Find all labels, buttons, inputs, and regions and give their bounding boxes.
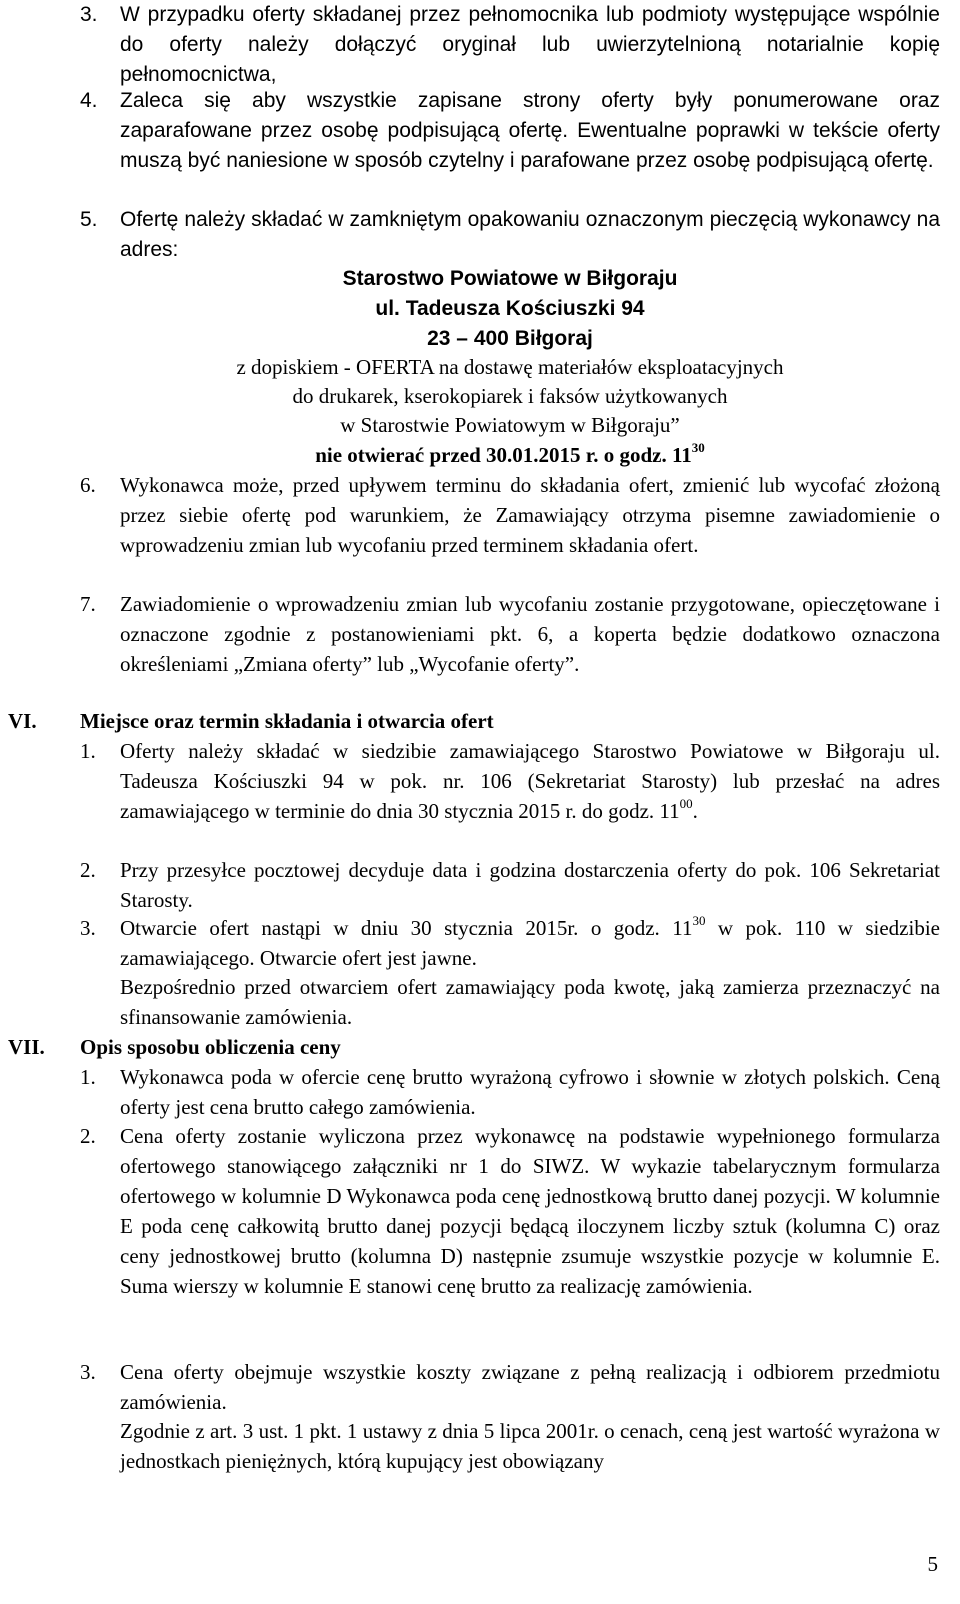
paragraph: Bezpośrednio przed otwarciem ofert zamawiający poda kwotę, jaką zamierza przeznaczyć na sfinansowanie zamówienia.: [120, 975, 940, 1029]
list-item: [80, 1062, 940, 1122]
section-title: Opis sposobu obliczenia ceny: [80, 1035, 341, 1059]
item-text-main: Otwarcie ofert nastąpi w dniu 30 stycznia 2015r. o godz. 11: [120, 916, 693, 940]
list-item: [80, 589, 940, 679]
list-item: [80, 855, 940, 915]
item-text: Cena oferty obejmuje wszystkie koszty związane z pełną realizacją i odbiorem przedmiotu zamówienia.: [120, 1360, 940, 1414]
item-number: 5.: [80, 208, 98, 231]
address-line-4: z dopiskiem - OFERTA na dostawę materiałów eksploatacyjnych: [236, 355, 784, 379]
item-text-tail: .: [692, 799, 698, 823]
address-line-3: 23 – 400 Biłgoraj: [427, 327, 593, 350]
item-sup: 00: [679, 796, 693, 811]
list-item: [80, 0, 940, 90]
address-line-6: w Starostwie Powiatowym w Biłgoraju”: [340, 413, 680, 437]
item-number: 2.: [80, 1124, 96, 1148]
section-title: Miejsce oraz termin składania i otwarcia ofert: [80, 709, 494, 733]
item-number: 4.: [80, 89, 98, 112]
item-text: Zawiadomienie o wprowadzeniu zmian lub wycofaniu zostanie przygotowane, opieczętowane i oznaczone zgodnie z postanowieniami pkt. 6, a koperta będzie dodatkowo oznaczona określeniami „Zmiana oferty” lub „Wycofanie oferty”.: [120, 592, 940, 676]
paragraph: Zgodnie z art. 3 ust. 1 pkt. 1 ustawy z dnia 5 lipca 2001r. o cenach, ceną jest wartość wyrażona w jednostkach pieniężnych, którą kupujący jest obowiązany: [120, 1419, 940, 1473]
address-line-1: Starostwo Powiatowe w Biłgoraju: [342, 267, 678, 290]
deadline-line: [80, 440, 940, 470]
section-number: VII.: [8, 1035, 45, 1059]
item-text: Ofertę należy składać w zamkniętym opakowaniu oznaczonym pieczęcią wykonawcy na adres:: [120, 208, 940, 261]
address-line-2: ul. Tadeusza Kościuszki 94: [375, 297, 645, 320]
item-number: 3.: [80, 1360, 96, 1384]
item-text: Wykonawca poda w ofercie cenę brutto wyrażoną cyfrowo i słownie w złotych polskich. Ceną oferty jest cena brutto całego zamówienia.: [120, 1065, 940, 1119]
item-text: W przypadku oferty składanej przez pełnomocnika lub podmioty występujące wspólnie do oferty należy dołączyć oryginał lub uwierzytelnioną notarialnie kopię pełnomocnictwa,: [120, 3, 940, 86]
item-text: [120, 736, 940, 826]
item-number: 1.: [80, 1065, 96, 1089]
list-item: [80, 470, 940, 560]
item-text: Zaleca się aby wszystkie zapisane strony oferty były ponumerowane oraz zaparafowane przez osobę podpisującą ofertę. Ewentualne poprawki w tekście oferty muszą być naniesione w sposób czytelny i parafowane przez osobę podpisującą ofertę.: [120, 89, 940, 172]
item-number: 7.: [80, 592, 96, 616]
section-number: VI.: [8, 709, 37, 733]
deadline-text: nie otwierać przed 30.01.2015 r. o godz. 11: [315, 443, 692, 467]
item-text: Cena oferty zostanie wyliczona przez wykonawcę na podstawie wypełnionego formularza ofertowego stanowiącego załączniki nr 1 do SIWZ. W wykazie tabelarycznym formularza ofertowego w kolumnie D Wykonawca poda cenę jednostkową brutto danej pozycji. W kolumnie E poda cenę całkowitą brutto danej pozycji będącą iloczynem liczby sztuk (kolumna C) oraz ceny jednostkowej brutto (kolumna D) następnie zsumuje wszystkie pozycje w kolumnie E. Suma wierszy w kolumnie E stanowi cenę brutto za realizację zamówienia.: [120, 1124, 940, 1298]
item-text: Wykonawca może, przed upływem terminu do składania ofert, zmienić lub wycofać złożoną przez siebie ofertę pod warunkiem, że Zamawiający otrzyma pisemne zawiadomienie o wprowadzeniu zmian lub wycofaniu przed terminem składania ofert.: [120, 473, 940, 557]
item-number: 3.: [80, 916, 96, 940]
item-number: 6.: [80, 473, 96, 497]
item-text-tail: w pok. 110 w siedzibie zamawiającego. Otwarcie ofert jest jawne.: [120, 916, 940, 970]
item-number: 1.: [80, 739, 96, 763]
list-item: [80, 736, 940, 826]
list-item: [80, 913, 940, 973]
list-item: [80, 1121, 940, 1301]
list-item: [80, 86, 940, 176]
item-text-main: Oferty należy składać w siedzibie zamawiającego Starostwo Powiatowe w Biłgoraju ul. Tadeusza Kościuszki 94 w pok. nr. 106 (Sekretariat Starosty) lub przesłać na adres zamawiającego w terminie do dnia 30 stycznia 2015 r. do godz. 11: [120, 739, 940, 823]
deadline-sup: 30: [691, 440, 705, 455]
item-text: Przy przesyłce pocztowej decyduje data i godzina dostarczenia oferty do pok. 106 Sekretariat Starosty.: [120, 858, 940, 912]
list-item: [80, 205, 940, 265]
address-line-5: do drukarek, kserokopiarek i faksów użytkowanych: [292, 384, 728, 408]
item-number: 3.: [80, 3, 98, 26]
item-sup: 30: [692, 913, 706, 928]
page-number: 5: [927, 1552, 938, 1576]
list-item: [80, 1357, 940, 1417]
item-text: [120, 913, 940, 973]
item-number: 2.: [80, 858, 96, 882]
